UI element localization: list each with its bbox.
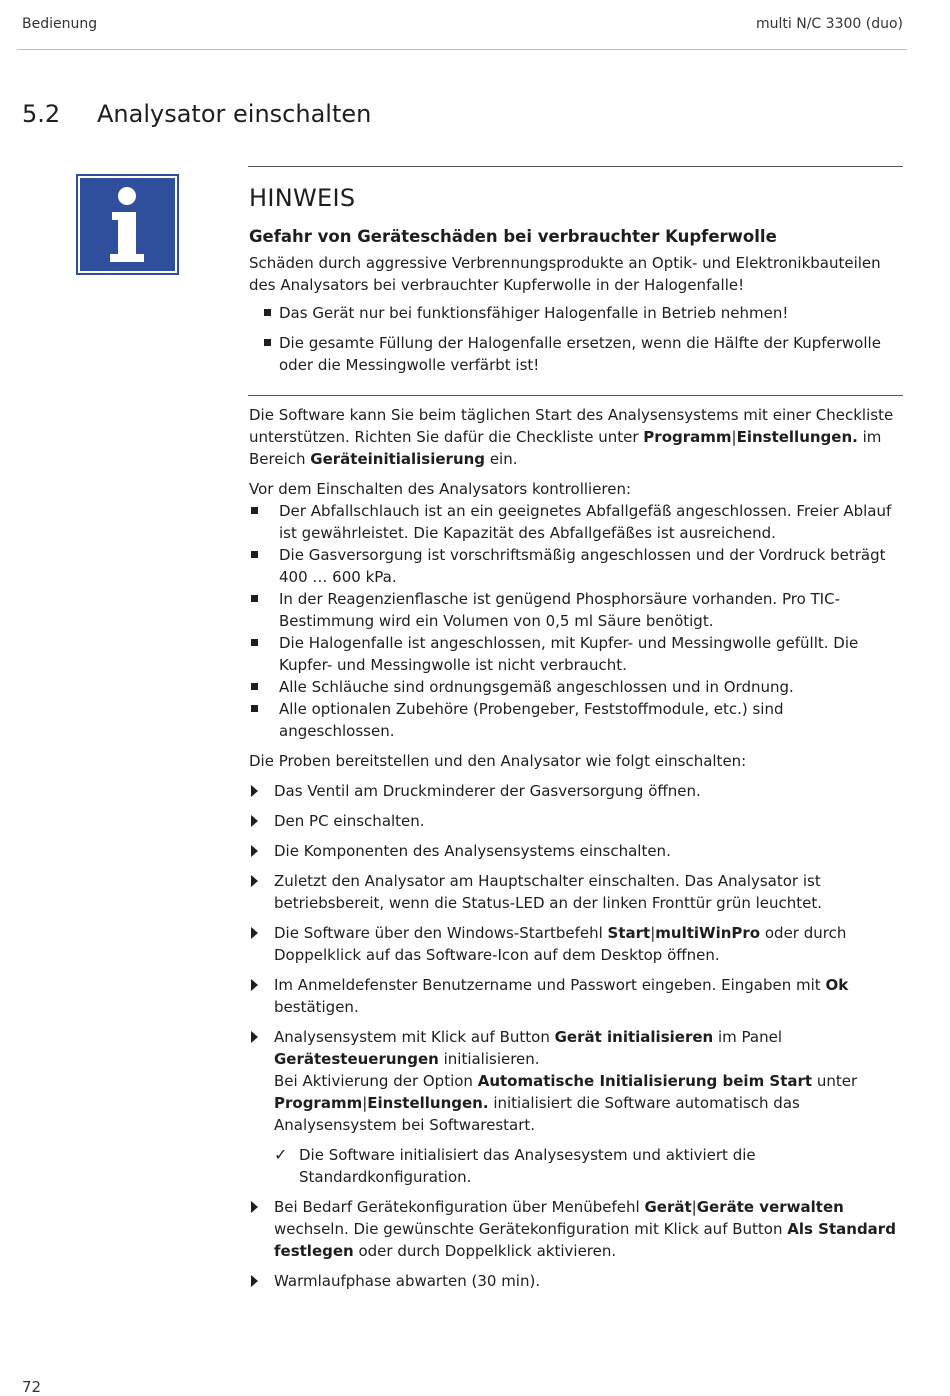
checklist-intro: Vor dem Einschalten des Analysators kontrollieren: bbox=[249, 480, 632, 498]
section-title bbox=[22, 100, 371, 128]
step-item: Zuletzt den Analysator am Hauptschalter einschalten. Das Analysator ist betriebsbereit, wenn die Status-LED an der linken Fronttür grün leuchtet. bbox=[249, 870, 903, 914]
body-content bbox=[249, 404, 903, 1300]
arrow-bullet-icon bbox=[251, 845, 258, 857]
step-item: Im Anmeldefenster Benutzername und Passwort eingeben. Eingaben mit Ok bestätigen. bbox=[249, 974, 903, 1018]
step-item: Den PC einschalten. bbox=[249, 810, 903, 832]
arrow-bullet-icon bbox=[251, 875, 258, 887]
notice-text: Schäden durch aggressive Verbrennungsprodukte an Optik- und Elektronikbauteilen des Analysators bei verbrauchter Kupferwolle in der Halogenfalle! bbox=[249, 254, 881, 294]
header-divider bbox=[17, 49, 907, 50]
notice-bottom-rule bbox=[248, 395, 903, 396]
arrow-bullet-icon bbox=[251, 1031, 258, 1043]
square-bullet-icon bbox=[264, 309, 271, 316]
square-bullet-icon bbox=[251, 683, 258, 690]
arrow-bullet-icon bbox=[251, 815, 258, 827]
arrow-bullet-icon bbox=[251, 927, 258, 939]
section-number: 5.2 bbox=[22, 100, 61, 128]
square-bullet-icon bbox=[251, 551, 258, 558]
notice-box bbox=[249, 170, 903, 384]
steps-intro: Die Proben bereitstellen und den Analysator wie folgt einschalten: bbox=[249, 752, 747, 770]
arrow-bullet-icon bbox=[251, 979, 258, 991]
arrow-bullet-icon bbox=[251, 1275, 258, 1287]
checklist-item: Alle Schläuche sind ordnungsgemäß angeschlossen und in Ordnung. bbox=[249, 676, 903, 698]
notice-label: HINWEIS bbox=[249, 184, 356, 212]
notice-bullet: Die gesamte Füllung der Halogenfalle ersetzen, wenn die Hälfte der Kupferwolle oder die Messingwolle verfärbt ist! bbox=[249, 332, 903, 376]
notice-bullet-list bbox=[249, 302, 903, 376]
header-product: multi N/C 3300 (duo) bbox=[756, 16, 903, 32]
square-bullet-icon bbox=[251, 595, 258, 602]
arrow-bullet-icon bbox=[251, 1201, 258, 1213]
section-heading: Analysator einschalten bbox=[97, 100, 372, 128]
header-chapter: Bedienung bbox=[22, 16, 98, 32]
checklist-item: Die Halogenfalle ist angeschlossen, mit Kupfer- und Messingwolle gefüllt. Die Kupfer- und Messingwolle ist nicht verbraucht. bbox=[249, 632, 903, 676]
notice-subtitle: Gefahr von Geräteschäden bei verbrauchter Kupferwolle bbox=[249, 227, 777, 246]
checklist-item: In der Reagenzienflasche ist genügend Phosphorsäure vorhanden. Pro TIC-Bestimmung wird ein Volumen von 0,5 ml Säure benötigt. bbox=[249, 588, 903, 632]
step-item: Die Software über den Windows-Startbefehl Start|multiWinPro oder durch Doppelklick auf das Software-Icon auf dem Desktop öffnen. bbox=[249, 922, 903, 966]
square-bullet-icon bbox=[251, 639, 258, 646]
intro-paragraph: Die Software kann Sie beim täglichen Start des Analysensystems mit einer Checkliste unterstützen. Richten Sie dafür die Checkliste unter Programm|Einstellungen. im Bereich Geräteinitialisierung ein. bbox=[249, 406, 894, 468]
step-item: Die Komponenten des Analysensystems einschalten. bbox=[249, 840, 903, 862]
step-result: ✓ Die Software initialisiert das Analysesystem und aktiviert die Standardkonfiguration. bbox=[274, 1145, 756, 1186]
checklist-item: Der Abfallschlauch ist an ein geeignetes Abfallgefäß angeschlossen. Freier Ablauf ist gewährleistet. Die Kapazität des Abfallgefäßes ist ausreichend. bbox=[249, 500, 903, 544]
square-bullet-icon bbox=[264, 339, 271, 346]
step-item: Analysensystem mit Klick auf Button Gerät initialisieren im Panel Gerätesteuerungen initialisieren. Bei Aktivierung der Option Automatische Initialisierung beim Start unter Programm|Einstellungen. initialisiert die Software automatisch das Analysensystem bei Softwarestart. ✓ Die Software initialisiert das Analysesystem und aktiviert die Standardkonfiguration. bbox=[249, 1026, 903, 1188]
arrow-bullet-icon bbox=[251, 785, 258, 797]
info-icon bbox=[76, 174, 179, 275]
checklist bbox=[249, 500, 903, 742]
step-item: Das Ventil am Druckminderer der Gasversorgung öffnen. bbox=[249, 780, 903, 802]
checklist-item: Alle optionalen Zubehöre (Probengeber, Feststoffmodule, etc.) sind angeschlossen. bbox=[249, 698, 903, 742]
square-bullet-icon bbox=[251, 705, 258, 712]
step-list bbox=[249, 780, 903, 1292]
notice-bullet: Das Gerät nur bei funktionsfähiger Halogenfalle in Betrieb nehmen! bbox=[249, 302, 903, 324]
square-bullet-icon bbox=[251, 507, 258, 514]
checklist-item: Die Gasversorgung ist vorschriftsmäßig angeschlossen und der Vordruck beträgt 400 … 600 kPa. bbox=[249, 544, 903, 588]
page-number: 72 bbox=[22, 1378, 42, 1396]
notice-top-rule bbox=[248, 166, 903, 167]
checkmark-icon: ✓ bbox=[274, 1145, 288, 1164]
step-item: Warmlaufphase abwarten (30 min). bbox=[249, 1270, 903, 1292]
step-item: Bei Bedarf Gerätekonfiguration über Menübefehl Gerät|Geräte verwalten wechseln. Die gewünschte Gerätekonfiguration mit Klick auf Button Als Standard festlegen oder durch Doppelklick aktivieren. bbox=[249, 1196, 903, 1262]
